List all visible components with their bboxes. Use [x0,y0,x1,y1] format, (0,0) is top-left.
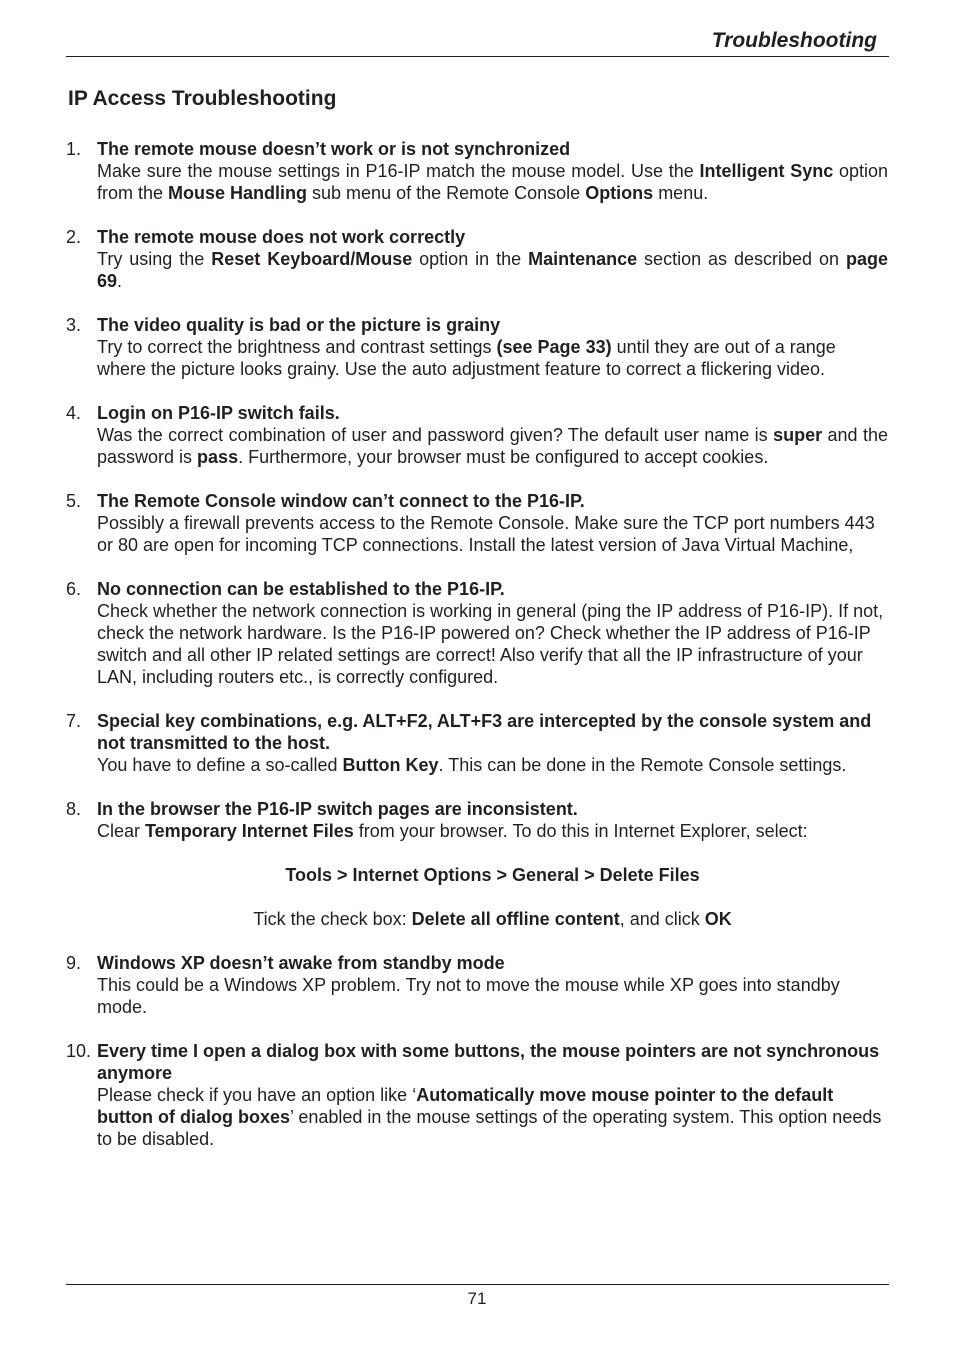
item-title: Login on P16-IP switch fails. [97,403,340,423]
list-item [66,798,888,930]
list-item [66,490,888,556]
list-item [66,578,888,688]
item-title: The remote mouse does not work correctly [97,227,466,247]
item-title: Special key combinations, e.g. ALT+F2, ALT+F3 are intercepted by the console system and not transmitted to the host. [97,711,872,753]
item-number: 9. [66,953,82,973]
troubleshooting-list [66,138,888,1172]
item-title: In the browser the P16-IP switch pages are inconsistent. [97,799,578,819]
item-number: 1. [66,139,82,159]
item-body: Clear Temporary Internet Files from your browser. To do this in Internet Explorer, select: [97,821,808,841]
list-item [66,952,888,1018]
item-title: The Remote Console window can’t connect to the P16-IP. [97,491,585,511]
header-rule [66,56,889,57]
list-item [66,402,888,468]
footer-rule [66,1284,889,1285]
item-body: Check whether the network connection is working in general (ping the IP address of P16-IP). If not, check the network hardware. Is the P16-IP powered on? Check whether the IP address of P16-IP switch and all other IP related settings are correct! Also verify that all the IP infrastructure of your LAN, including routers etc., is correctly configured. [97,601,884,687]
item-number: 8. [66,799,82,819]
item-number: 10. [66,1041,92,1061]
section-title: IP Access Troubleshooting [68,87,337,110]
list-item [66,314,888,380]
item-body: Try using the Reset Keyboard/Mouse option in the Maintenance section as described on page 69. [97,249,888,291]
item-body: Please check if you have an option like ‘Automatically move mouse pointer to the default button of dialog boxes’ enabled in the mouse settings of the operating system. This option needs to be disabled. [97,1085,882,1149]
list-item [66,138,888,204]
item-title: The remote mouse doesn’t work or is not synchronized [97,139,571,159]
list-item [66,1040,888,1150]
item-number: 4. [66,403,82,423]
menu-path: Tools > Internet Options > General > Delete Files [285,865,700,885]
item-number: 7. [66,711,82,731]
checkbox-instruction: Tick the check box: Delete all offline content, and click OK [253,909,732,929]
item-title: The video quality is bad or the picture is grainy [97,315,501,335]
item-title: No connection can be established to the P16-IP. [97,579,505,599]
page-number: 71 [467,1289,487,1308]
item-title: Windows XP doesn’t awake from standby mode [97,953,505,973]
running-header-title: Troubleshooting [711,29,877,52]
list-item [66,710,888,776]
item-body: Was the correct combination of user and password given? The default user name is super and the password is pass. Furthermore, your browser must be configured to accept cookies. [97,425,888,467]
item-body: Possibly a firewall prevents access to the Remote Console. Make sure the TCP port numbers 443 or 80 are open for incoming TCP connections. Install the latest version of Java Virtual Machine, [97,513,875,555]
item-body: Try to correct the brightness and contrast settings (see Page 33) until they are out of a range where the picture looks grainy. Use the auto adjustment feature to correct a flickering video. [97,337,836,379]
item-body: This could be a Windows XP problem. Try not to move the mouse while XP goes into standby mode. [97,975,840,1017]
item-title: Every time I open a dialog box with some buttons, the mouse pointers are not synchronous anymore [97,1041,880,1083]
item-number: 3. [66,315,82,335]
item-body: Make sure the mouse settings in P16-IP match the mouse model. Use the Intelligent Sync option from the Mouse Handling sub menu of the Remote Console Options menu. [97,161,889,203]
item-number: 6. [66,579,82,599]
list-item [66,226,888,292]
item-body: You have to define a so-called Button Key. This can be done in the Remote Console settings. [97,755,847,775]
item-number: 5. [66,491,82,511]
item-number: 2. [66,227,82,247]
